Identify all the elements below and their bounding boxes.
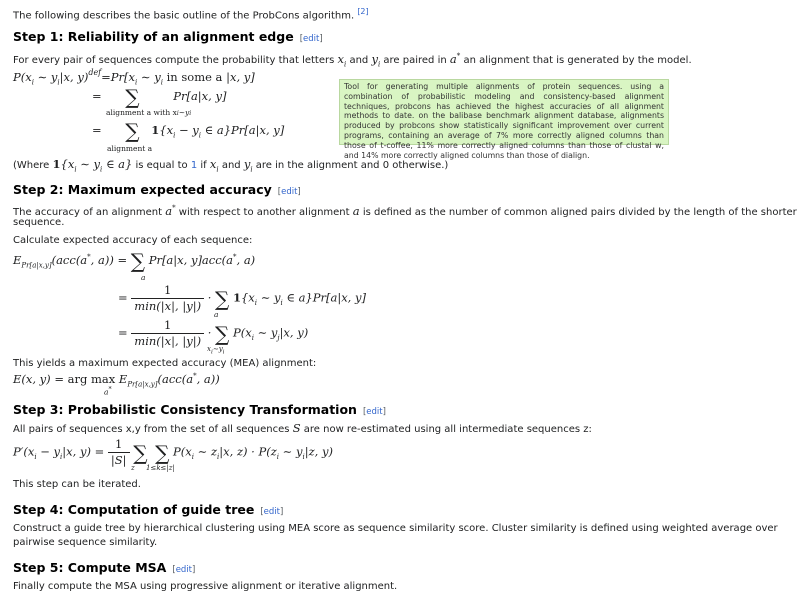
intro-text: The following describes the basic outline of the ProbCons algorithm. <box>13 10 355 22</box>
math-xi: $x_i$ <box>337 51 347 69</box>
equation-sub-label-1: alignment a with xi~yi <box>106 108 192 117</box>
step1-where-text: (Where $1\{x_i$ ∼ $y_i$ ∈ a} is equal to 1 if $x_i$ and $y_i$ are in the alignment and 0 otherwise.) <box>13 157 449 174</box>
step3-iterate-text: This step can be iterated. <box>13 479 141 490</box>
step5-heading <box>13 560 195 578</box>
step3-title: Step 3: Probabilistic Consistency Transformation <box>13 402 357 417</box>
edit-bracket: ] <box>319 34 323 44</box>
step4-text-line2: pairwise sequence similarity. <box>13 537 158 548</box>
equation-sub-argmax: a* <box>104 386 112 397</box>
equation-sub-label-2: alignment a <box>107 144 153 153</box>
math-yi: $y_i$ <box>371 51 381 69</box>
step2-edit-link[interactable]: [edit] <box>277 187 301 197</box>
step3-description: All pairs of sequences x,y from the set of all sequences S are now re-estimated using all intermediate sequences z: <box>13 421 592 435</box>
equation-sub-k: 1≤k≤|z| <box>146 464 175 472</box>
step2-title: Step 2: Maximum expected accuracy <box>13 182 272 197</box>
step1-text: and <box>349 54 369 66</box>
step3-edit-link[interactable]: [edit] <box>362 407 386 417</box>
step4-title: Step 4: Computation of guide tree <box>13 502 255 517</box>
step2-yields-text: This yields a maximum expected accuracy (MEA) alignment: <box>13 358 317 369</box>
equation-sub-z: z <box>131 464 135 472</box>
step5-edit-link[interactable]: [edit] <box>172 565 196 575</box>
equation-prob-line2: = ∑ Pr[a|x, y] <box>92 85 227 109</box>
step1-title: Step 1: Reliability of an alignment edge <box>13 29 294 44</box>
tooltip-note-text: Tool for generating multiple alignments of protein sequences. using a combination of probabilistic modeling and consistency-based alignment techniques, probcons has achieved the highest accuracies of all alignment methods to date. on the balibase benchmark alignment database, alignments produced by probcons show statistically significant improvement over current programs, containing an average of 7% more correctly aligned columns than those of t-coffee, 11% more correctly aligned columns than those of clustal w, and 14% more correctly aligned columns than those of dialign. <box>344 82 664 160</box>
step2-heading <box>13 182 301 200</box>
math-a-star: a* <box>449 51 461 66</box>
step1-heading <box>13 29 323 47</box>
citation-link[interactable]: [2] <box>357 7 369 16</box>
equation-sub-a-1: a <box>141 273 146 282</box>
step4-heading <box>13 502 283 520</box>
step4-text-line1: Construct a guide tree by hierarchical clustering using MEA score as sequence similarity score. Cluster similarity is defined using weighted average over <box>13 523 778 534</box>
step3-heading <box>13 402 386 420</box>
step4-edit-link[interactable]: [edit] <box>260 507 284 517</box>
tooltip-note <box>339 79 669 160</box>
equation-sub-xy: $x_i\sim y_i$ <box>207 345 225 356</box>
equation-ea-line2: = $\frac{1}{\min(|x|, |y|)}$ · ∑ $1\{x_i$ ∼ $y_i$ ∈ a}Pr[a|x, y] <box>118 283 366 313</box>
equation-mea: E(x, y) = arg $\max E_{Pr[a|x,y]}(acc(a^*$, a)) <box>13 372 220 389</box>
equation-prob-line3: = ∑ $1\{x_i - y_i$ ∈ a}Pr[a|x, y] <box>92 119 285 143</box>
equation-prob-line1: $P(x_i$ ∼ $y_i|x$, $y)^{def}=Pr[x_i$ ∼ $y_i$ in some a |x, y] <box>13 68 255 87</box>
equation-ea-line3: = $\frac{1}{\min(|x|, |y|)}$ · ∑ $P(x_i$ ∼ $y_j|x$, y) <box>118 318 309 348</box>
step1-edit-link[interactable] <box>300 34 323 44</box>
step5-text: Finally compute the MSA using progressive alignment or iterative alignment. <box>13 581 398 592</box>
equation-consistency: $P'(x_i - y_i|x$, y) = $\frac{1}{|S|}$ ∑ ∑ $P(x_i$ ∼ $z_i|x$, $z) \cdot P(z_i$ ∼ $y_i|z$, y) <box>13 437 333 467</box>
step2-description: The accuracy of an alignment a* with respect to another alignment a is defined as the number of common aligned pairs divided by the length of the shorter <box>13 203 797 218</box>
equation-ea-line1: $E_{Pr[a|x,y]}(acc(a^*$, a)) = ∑ Pr[a|x, y]acc(a*, a) <box>13 249 256 273</box>
equation-sub-a-2: a <box>214 310 219 319</box>
step5-title: Step 5: Compute MSA <box>13 560 167 575</box>
step2-calc-text: Calculate expected accuracy of each sequence: <box>13 235 253 246</box>
edit-bracket: [ <box>299 34 304 44</box>
step1-text: For every pair of sequences compute the probability that letters <box>13 54 335 66</box>
step2-description-cont: sequence. <box>13 217 65 228</box>
step1-text: an alignment that is generated by the model. <box>463 54 692 66</box>
intro-paragraph <box>13 5 369 22</box>
edit-label: edit <box>303 34 320 44</box>
step1-text: are paired in <box>383 54 447 66</box>
